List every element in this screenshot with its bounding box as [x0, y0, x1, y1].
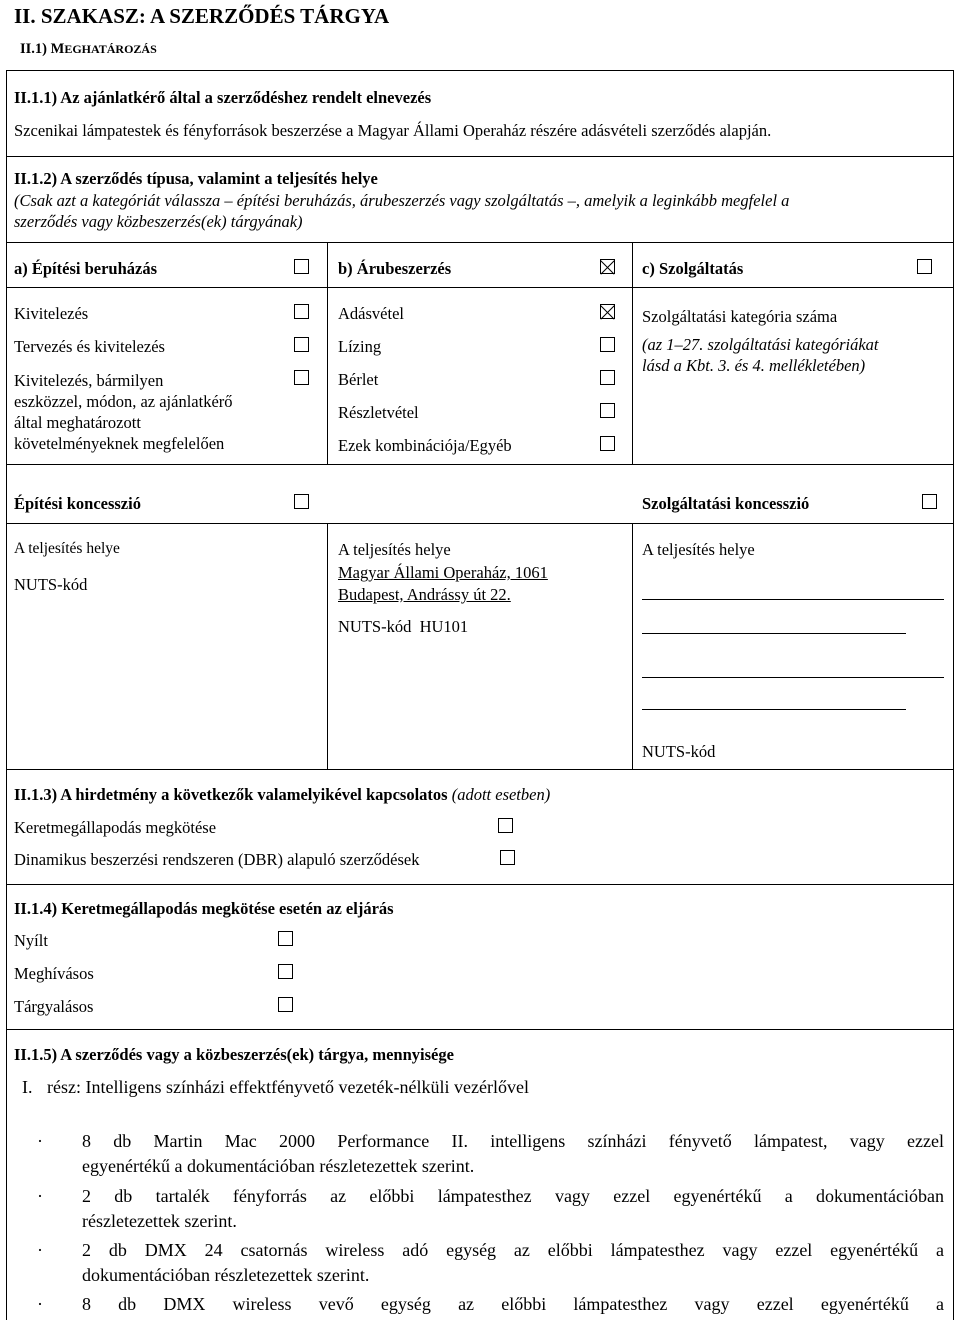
divider [6, 464, 954, 465]
frame-right-border [953, 70, 954, 1320]
services-note-line2: lásd a Kbt. 3. és 4. mellékletében) [642, 356, 866, 375]
category-supplies-checkbox[interactable] [600, 259, 615, 274]
works-option-line: által meghatározott [14, 413, 141, 432]
s113-option-checkbox[interactable] [500, 850, 515, 865]
s113-option-checkbox[interactable] [498, 818, 513, 833]
supplies-option-label: Bérlet [338, 370, 379, 389]
section-title: II. SZAKASZ: A SZERZŐDÉS TÁRGYA [14, 4, 390, 28]
category-supplies-label: b) Árubeszerzés [338, 259, 452, 278]
place-c-blank-line[interactable] [642, 599, 944, 600]
place-c-blank-line[interactable] [642, 709, 906, 710]
item-line: egyenértékű a dokumentációban részletezettek szerint. [82, 1156, 475, 1176]
works-option-label [14, 370, 233, 454]
s114-option-label: Tárgyalásos [14, 997, 94, 1016]
column-separator [632, 523, 633, 769]
item-line: 2 db DMX 24 csatornás wireless adó egység az előbbi lámpatesthez vagy ezzel egyenértékű a [82, 1240, 944, 1260]
subsection-title [20, 41, 157, 58]
category-services-label: c) Szolgáltatás [642, 259, 744, 278]
place-a-label: A teljesítés helye [14, 540, 120, 557]
works-option-line: követelményeknek megfelelően [14, 434, 225, 453]
supplies-option-label: Részletvétel [338, 403, 419, 422]
works-option-label: Tervezés és kivitelezés [14, 337, 165, 356]
supplies-option-checkbox[interactable] [600, 337, 615, 352]
column-separator [327, 242, 328, 464]
place-c-nuts: NUTS-kód [642, 742, 716, 761]
bullet: · [37, 1240, 43, 1260]
s113-option-label: Keretmegállapodás megkötése [14, 818, 217, 837]
works-option-checkbox[interactable] [294, 370, 309, 385]
s114-option-label: Meghívásos [14, 964, 94, 983]
s113-option-label: Dinamikus beszerzési rendszeren (DBR) alapuló szerződések [14, 850, 420, 869]
item-line: dokumentációban részletezettek szerint. [82, 1265, 370, 1285]
s114-option-label: Nyílt [14, 931, 48, 950]
s115-heading: II.1.5) A szerződés vagy a közbeszerzés(ek) tárgya, mennyisége [14, 1045, 454, 1064]
services-category-label: Szolgáltatási kategória száma [642, 307, 838, 326]
subsection-rest: EGHATÁROZÁS [64, 42, 157, 56]
supplies-option-label: Lízing [338, 337, 382, 356]
works-option-line: eszközzel, módon, az ajánlatkérő [14, 392, 233, 411]
s112-note-line2: szerződés vagy közbeszerzés(ek) tárgyának) [14, 212, 303, 231]
s114-option-checkbox[interactable] [278, 997, 293, 1012]
service-concession-label: Szolgáltatási koncesszió [642, 494, 810, 513]
divider [6, 1029, 954, 1030]
works-concession-label: Építési koncesszió [14, 494, 141, 513]
s113-heading [14, 785, 550, 805]
frame-top-border [6, 70, 954, 71]
s111-heading: II.1.1) Az ajánlatkérő által a szerződéshez rendelt elnevezés [14, 88, 432, 107]
services-note-line1: (az 1–27. szolgáltatási kategóriákat [642, 335, 879, 354]
item-line: részletezettek szerint. [82, 1211, 237, 1231]
column-separator [632, 242, 633, 464]
place-b-address-line1: Magyar Állami Operaház, 1061 [338, 563, 548, 582]
supplies-option-checkbox[interactable] [600, 403, 615, 418]
works-option-label: Kivitelezés [14, 304, 89, 323]
supplies-option-checkbox[interactable] [600, 436, 615, 451]
supplies-option-label: Adásvétel [338, 304, 404, 323]
works-option-line: Kivitelezés, bármilyen [14, 371, 164, 390]
place-b-nuts: NUTS-kód HU101 [338, 617, 469, 636]
place-c-blank-line[interactable] [642, 633, 906, 634]
category-works-label: a) Építési beruházás [14, 259, 158, 278]
category-works-checkbox[interactable] [294, 259, 309, 274]
works-option-checkbox[interactable] [294, 337, 309, 352]
bullet: · [37, 1131, 43, 1151]
divider [6, 156, 954, 157]
place-b-address-line2: Budapest, Andrássy út 22. [338, 585, 511, 604]
frame-left-border [6, 70, 7, 1320]
s112-heading: II.1.2) A szerződés típusa, valamint a teljesítés helye [14, 169, 378, 188]
s113-heading-text: II.1.3) A hirdetmény a következők valamelyikével kapcsolatos [14, 785, 448, 804]
place-c-label: A teljesítés helye [642, 540, 755, 559]
item-line: 8 db DMX wireless vevő egység az előbbi lámpatesthez vagy ezzel egyenértékű a [82, 1294, 944, 1314]
supplies-option-checkbox[interactable] [600, 304, 615, 319]
divider [6, 287, 954, 288]
s112-note-line1: (Csak azt a kategóriát válassza – építési beruházás, árubeszerzés vagy szolgáltatás –, amelyik a leginkább megfelel a [14, 191, 790, 210]
works-option-checkbox[interactable] [294, 304, 309, 319]
supplies-option-checkbox[interactable] [600, 370, 615, 385]
column-separator [327, 523, 328, 769]
divider [6, 242, 954, 243]
item-line: 8 db Martin Mac 2000 Performance II. intelligens színházi fényvető lámpatest, vagy ezzel [82, 1131, 944, 1151]
place-b-label: A teljesítés helye [338, 540, 451, 559]
s111-value: Szcenikai lámpatestek és fényforrások beszerzése a Magyar Állami Operaház részére adásvételi szerződés alapján. [14, 121, 772, 140]
part-title: rész: Intelligens színházi effektfényvető vezeték-nélküli vezérlővel [47, 1077, 529, 1097]
supplies-option-label: Ezek kombinációja/Egyéb [338, 436, 512, 455]
s114-option-checkbox[interactable] [278, 931, 293, 946]
item-line: 2 db tartalék fényforrás az előbbi lámpatesthez vagy ezzel egyenértékű a dokumentációban [82, 1186, 944, 1206]
s114-heading: II.1.4) Keretmegállapodás megkötése esetén az eljárás [14, 899, 394, 918]
place-c-blank-line[interactable] [642, 677, 944, 678]
bullet: · [37, 1294, 43, 1314]
works-concession-checkbox[interactable] [294, 494, 309, 509]
service-concession-checkbox[interactable] [922, 494, 937, 509]
s114-option-checkbox[interactable] [278, 964, 293, 979]
part-prefix: I. [22, 1077, 33, 1097]
divider [6, 769, 954, 770]
place-a-nuts: NUTS-kód [14, 575, 88, 594]
subsection-prefix: II.1) M [20, 41, 65, 57]
category-services-checkbox[interactable] [917, 259, 932, 274]
bullet: · [37, 1186, 43, 1206]
divider [6, 523, 954, 524]
divider [6, 884, 954, 885]
s113-heading-note: (adott esetben) [451, 785, 551, 804]
